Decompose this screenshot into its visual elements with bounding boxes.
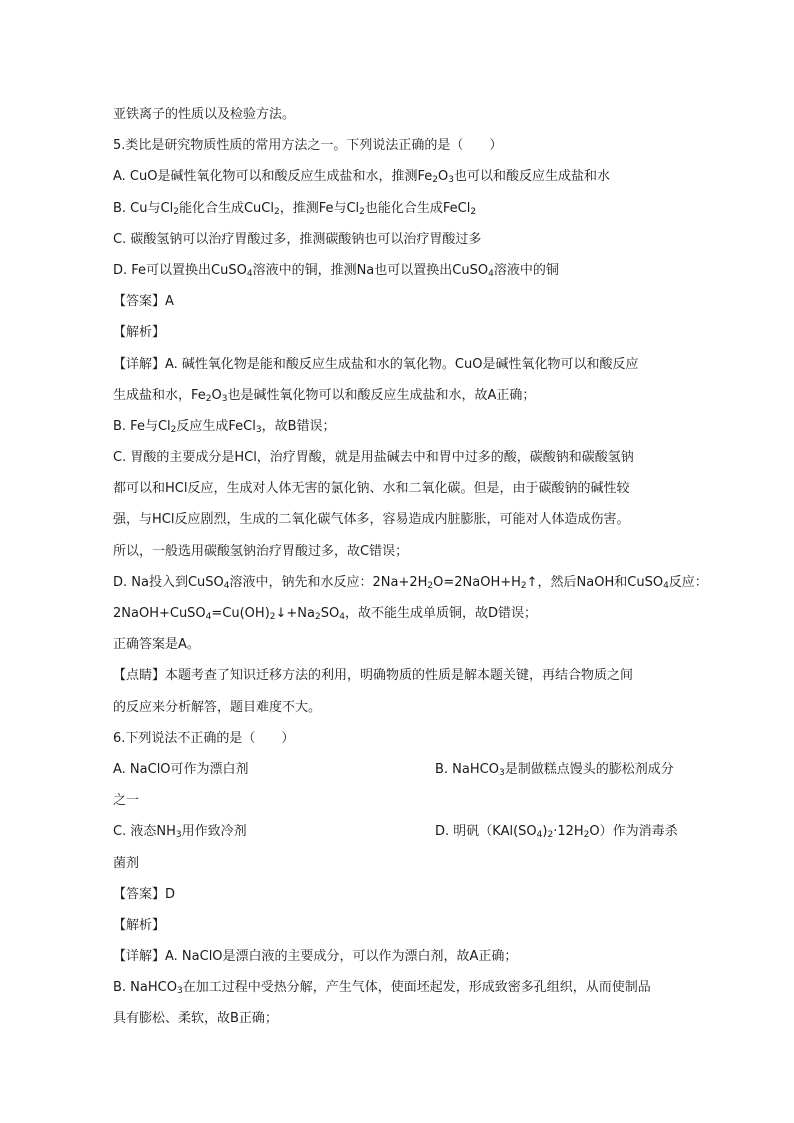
q5-detail-c-line1: C. 胃酸的主要成分是HCl，治疗胃酸，就是用盐碱去中和胃中过多的酸，碳酸钠和碳酸氢钠 [113, 450, 634, 466]
q6-detail-a: 【详解】A. NaClO是漂白液的主要成分，可以作为漂白剂，故A正确； [113, 949, 518, 965]
q6-options-row-1 [113, 754, 688, 785]
q6-option-a: A. NaClO可作为漂白剂 [113, 761, 249, 777]
question-5-stem: 5.类比是研究物质性质的常用方法之一。下列说法正确的是（ ） [113, 138, 503, 154]
q6-options-row-2 [113, 816, 688, 847]
question-6-stem: 6.下列说法不正确的是（ ） [113, 730, 295, 746]
q5-detail-a-line2: 生成盐和水，$Fe_2O_3$也是碱性氧化物可以和酸反应生成盐和水，故A正确； [113, 387, 536, 404]
q5-option-a: A. CuO是碱性氧化物可以和酸反应生成盐和水，推测$Fe_2O_3$也可以和酸反应生成盐和水 [113, 169, 610, 186]
q5-option-b: B. Cu与$Cl_2$能化合生成CuCl$_2$，推测Fe与$Cl_2$也能化合生成FeCl$_2$ [113, 200, 477, 217]
q5-option-d: D. Fe可以置换出CuSO$_4$溶液中的铜，推测Na也可以置换出CuSO$_4$溶液中的铜 [113, 262, 559, 279]
q5-answer: 【答案】A [113, 294, 174, 310]
q6-option-b: B. NaHCO$_3$是制做糕点馒头的膨松剂成分 [435, 761, 674, 778]
q6-option-b-continued: 之一 [113, 793, 140, 809]
q5-detail-d-line2: $2NaOH+CuSO_4=Cu(OH)_2↓+Na_2SO_4$，故不能生成单质铜，故D错误； [113, 606, 537, 622]
q5-detail-a-line1: 【详解】A. 碱性氧化物是能和酸反应生成盐和水的氧化物。CuO是碱性氧化物可以和酸反应 [113, 356, 639, 372]
q6-option-d: D. 明矾$(KAl(SO_4)_2\cdot 12H_2O)$作为消毒杀 [435, 824, 678, 841]
q6-answer: 【答案】D [113, 886, 176, 902]
q5-detail-c-line3: 强，与HCl反应剧烈，生成的二氧化碳气体多，容易造成内脏膨胀，可能对人体造成伤害。 [113, 512, 630, 528]
q6-analysis-heading: 【解析】 [113, 917, 166, 933]
q6-detail-b-line2: 具有膨松、柔软，故B正确； [113, 1011, 278, 1027]
q5-comment-line2: 的反应来分析解答，题目难度不大。 [113, 699, 322, 715]
q5-conclusion: 正确答案是A。 [113, 637, 200, 653]
text-line: 亚铁离子的性质以及检验方法。 [113, 107, 296, 122]
q5-detail-b: B. Fe与$Cl_2$反应生成FeCl$_3$，故B错误； [113, 418, 336, 435]
q6-detail-b-line1: B. NaHCO$_3$在加工过程中受热分解，产生气体，使面坯起发，形成致密多孔组织，从而使制品 [113, 980, 651, 997]
q5-detail-c-line4: 所以，一般选用碳酸氢钠治疗胃酸过多，故C错误； [113, 543, 409, 559]
q5-comment-line1: 【点睛】本题考查了知识迁移方法的利用，明确物质的性质是解本题关键，再结合物质之间 [113, 668, 634, 684]
q5-detail-c-line2: 都可以和HCl反应，生成对人体无害的氯化钠、水和二氧化碳。但是，由于碳酸钠的碱性较 [113, 481, 630, 497]
q6-option-c: C. 液态$NH_3$用作致冷剂 [113, 824, 247, 841]
q5-detail-d-line1: D. Na投入到CuSO$_4$溶液中，钠先和水反应：$2Na+2H_2O=2NaOH+H_2↑$，然后NaOH和CuSO$_4$反应： [113, 574, 708, 591]
document-page [113, 99, 708, 1035]
q5-analysis-heading: 【解析】 [113, 325, 166, 341]
q6-option-d-continued: 菌剂 [113, 855, 140, 871]
q5-option-c: C. 碳酸氢钠可以治疗胃酸过多，推测碳酸钠也可以治疗胃酸过多 [113, 231, 482, 247]
